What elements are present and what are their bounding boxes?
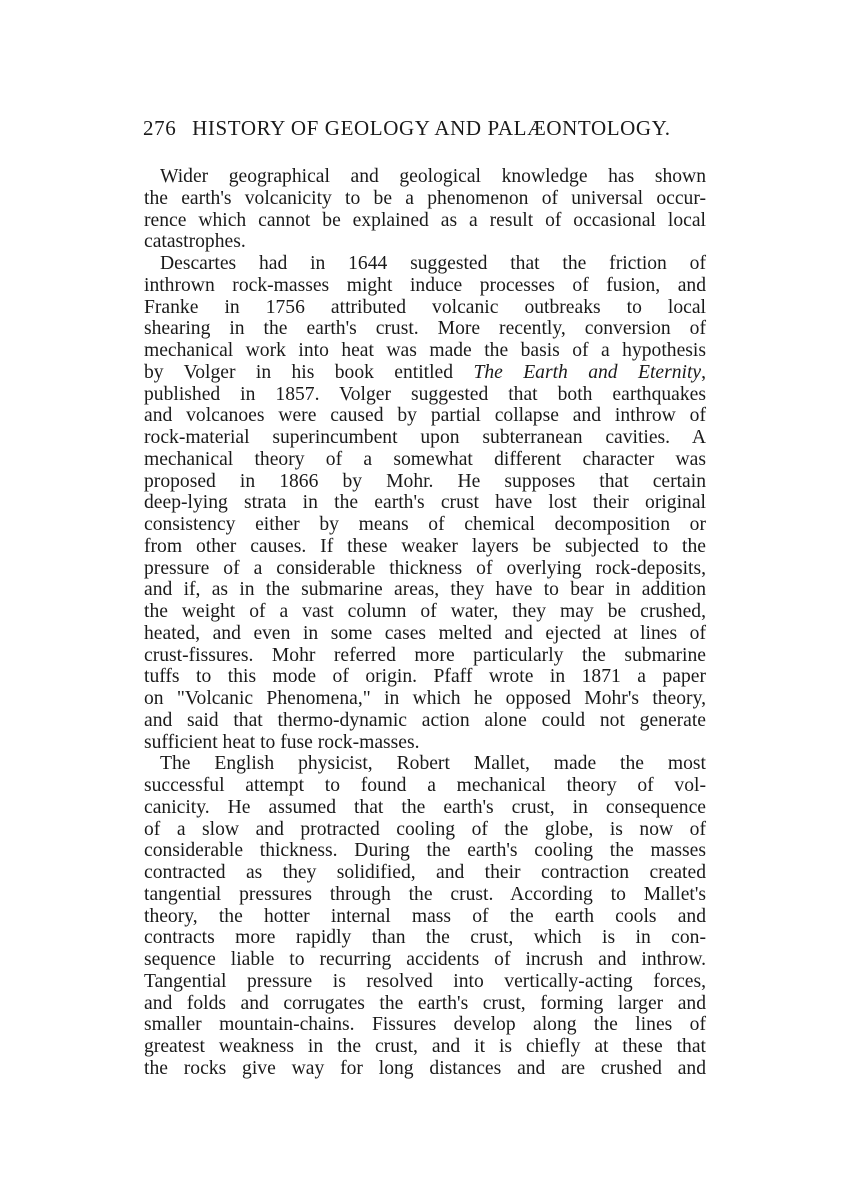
text-line: deep-lying strata in the earth's crust have lost their original <box>144 492 706 514</box>
body-text <box>144 166 706 1080</box>
text-line: proposed in 1866 by Mohr. He supposes that certain <box>144 470 706 492</box>
text-line: the rocks give way for long distances and are crushed and <box>144 1057 706 1079</box>
text-line: contracted as they solidified, and their contraction created <box>144 862 706 883</box>
page-number: 276 <box>143 116 177 140</box>
text-line: rence which cannot be explained as a result of occasional local <box>144 209 706 231</box>
text-line: sequence liable to recurring accidents of incrush and inthrow. <box>144 949 706 970</box>
text-line: Wider geographical and geological knowledge has shown <box>160 166 706 187</box>
text-line: from other causes. If these weaker layers be subjected to the <box>144 535 706 557</box>
text-line: consistency either by means of chemical decomposition or <box>144 514 706 535</box>
text-line: of a slow and protracted cooling of the globe, is now of <box>144 818 706 840</box>
text-line: crust-fissures. Mohr referred more particularly the submarine <box>144 644 706 666</box>
text-fragment: by Volger in his book entitled <box>144 361 474 383</box>
text-line: catastrophes. <box>144 231 246 253</box>
text-line: considerable thickness. During the earth's cooling the masses <box>144 840 706 862</box>
text-line: the earth's volcanicity to be a phenomenon of universal occur- <box>144 187 706 209</box>
text-line: inthrown rock-masses might induce processes of fusion, and <box>144 274 706 296</box>
text-line: The English physicist, Robert Mallet, made the most <box>160 753 706 775</box>
text-line: and volcanoes were caused by partial collapse and inthrow of <box>144 405 706 427</box>
text-line: smaller mountain-chains. Fissures develop along the lines of <box>144 1014 706 1036</box>
text-line: theory, the hotter internal mass of the earth cools and <box>144 905 706 927</box>
text-line: tangential pressures through the crust. According to Mallet's <box>144 883 706 905</box>
text-line: tuffs to this mode of origin. Pfaff wrote in 1871 a paper <box>144 666 706 688</box>
text-line: rock-material superincumbent upon subterranean cavities. A <box>144 427 706 448</box>
text-line: Descartes had in 1644 suggested that the friction of <box>160 253 706 274</box>
text-line: shearing in the earth's crust. More recently, conversion of <box>144 318 706 340</box>
text-line: and if, as in the submarine areas, they have to bear in addition <box>144 579 706 601</box>
text-line: sufficient heat to fuse rock-masses. <box>144 731 420 753</box>
text-line: pressure of a considerable thickness of overlying rock-deposits, <box>144 557 706 579</box>
text-line <box>144 362 706 384</box>
text-line: successful attempt to found a mechanical theory of vol- <box>144 775 706 796</box>
text-line: contracts more rapidly than the crust, which is in con- <box>144 927 706 949</box>
text-line: mechanical theory of a somewhat different character was <box>144 448 706 470</box>
text-line: and said that thermo-dynamic action alone could not generate <box>144 709 706 731</box>
text-line: and folds and corrugates the earth's crust, forming larger and <box>144 992 706 1014</box>
text-line: the weight of a vast column of water, they may be crushed, <box>144 601 706 622</box>
text-line: greatest weakness in the crust, and it is chiefly at these that <box>144 1036 706 1057</box>
book-title-italic: The Earth and Eternity <box>473 361 702 383</box>
text-line: heated, and even in some cases melted and ejected at lines of <box>144 622 706 644</box>
running-title: HISTORY OF GEOLOGY AND PALÆONTOLOGY. <box>192 116 671 140</box>
text-line: on "Volcanic Phenomena," in which he opposed Mohr's theory, <box>144 688 706 709</box>
text-line: Tangential pressure is resolved into vertically-acting forces, <box>144 970 706 992</box>
text-fragment: , <box>701 361 706 383</box>
running-header <box>143 116 713 141</box>
text-line: published in 1857. Volger suggested that both earthquakes <box>144 383 706 405</box>
text-line: mechanical work into heat was made the basis of a hypothesis <box>144 340 706 361</box>
text-line: Franke in 1756 attributed volcanic outbreaks to local <box>144 296 706 318</box>
text-line: canicity. He assumed that the earth's crust, in consequence <box>144 796 706 818</box>
